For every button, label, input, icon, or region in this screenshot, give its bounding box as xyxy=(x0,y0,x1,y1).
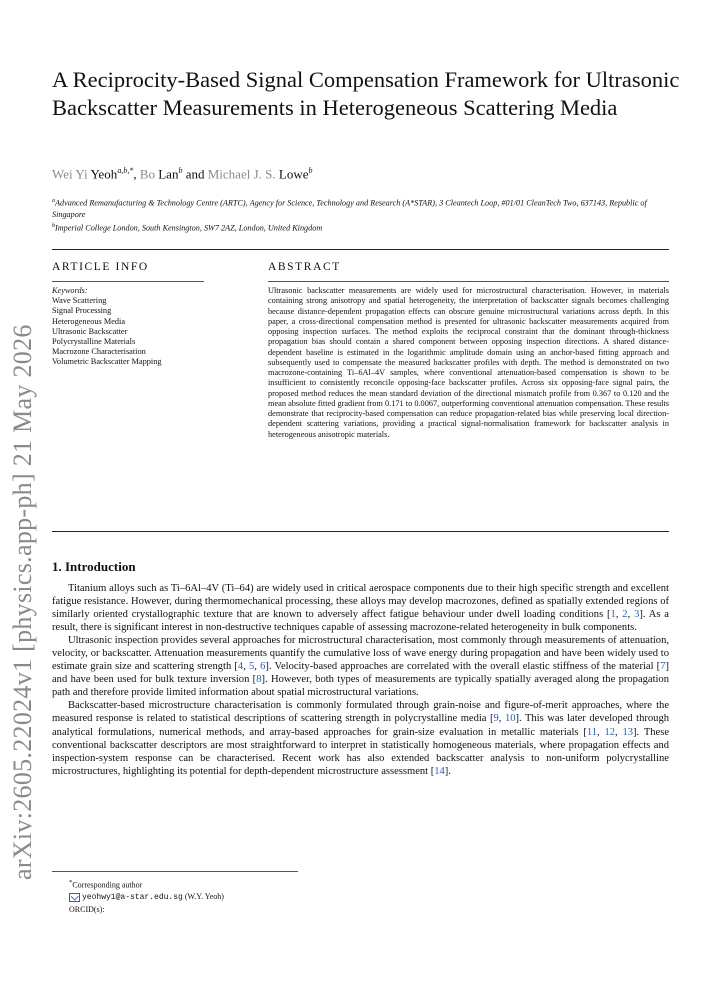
citation-link[interactable]: 8 xyxy=(256,674,262,686)
paragraph-text: Ultrasonic inspection provides several approaches for microstructural characterisation, most commonly through measurements of attenuation, velocity, or backscatter. Attenuation measurements quantify the cumulative loss of wave energy during propagation and have been widely used to estimate grain size and scattering strength [ xyxy=(52,635,669,673)
keyword-item: Heterogeneous Media xyxy=(52,316,126,326)
footnote-divider xyxy=(52,871,298,872)
paragraph-text: , xyxy=(615,726,623,738)
citation-link[interactable]: 3 xyxy=(634,609,640,621)
author-conjunction: and xyxy=(185,166,205,182)
citation-link[interactable]: 9 xyxy=(493,713,499,725)
affiliation-text: Imperial College London, South Kensington, SW7 2AZ, London, United Kingdom xyxy=(55,223,323,233)
citation-link[interactable]: 10 xyxy=(504,713,516,725)
paragraph-text: ]. xyxy=(444,765,451,777)
paragraph-text: , xyxy=(627,609,635,621)
footnote-mark: * xyxy=(69,879,73,886)
paragraph-text: , xyxy=(498,713,505,725)
header-divider xyxy=(52,249,669,250)
paragraph-text: , xyxy=(597,726,605,738)
section-heading: 1. Introduction xyxy=(52,559,136,574)
paragraph-text: Backscatter-based microstructure characterisation is commonly formulated through grain-noise and figure-of-merit approaches, where the measured response is related to statistical descriptions of scattering strength in polycrystalline media [ xyxy=(52,700,669,725)
abstract-underline xyxy=(268,281,669,282)
arxiv-identifier: arXiv:2605.22024v1 [physics.app-ph] 21 May 2026 xyxy=(8,324,37,880)
article-info-heading: ARTICLE INFO xyxy=(52,261,149,273)
email-owner: (W.Y. Yeoh) xyxy=(184,892,224,902)
affiliation-text: Advanced Remanufacturing & Technology Centre (ARTC), Agency for Science, Technology and Research (A*STAR), 3 Cleantech Loop, #01/01 CleanTech Two, 637143, Republic of Singapore xyxy=(52,198,647,220)
paragraph-text: ] and have been used for bulk texture inversion [ xyxy=(52,661,669,686)
citation-link[interactable]: 11 xyxy=(586,726,597,738)
author-family-name: Lan xyxy=(158,166,179,182)
affiliations xyxy=(52,196,662,234)
keywords-block: Keywords: Wave Scattering Signal Processing Heterogeneous Media Ultrasonic Backscatter Polycrystalline Materials Macrozone Characterisation Volumetric Backscatter Mapping xyxy=(52,286,252,368)
author-list xyxy=(52,166,312,182)
citation-link[interactable]: 4 xyxy=(237,661,244,673)
keywords-list xyxy=(52,296,252,367)
citation-link[interactable]: 1 xyxy=(610,609,616,621)
orcid-label: ORCID(s): xyxy=(69,904,105,914)
abstract-text: Ultrasonic backscatter measurements are widely used for microstructural characterisation. However, in materials containing strong anisotropy and spatial heterogeneity, the interpretation of backscatter signals becomes challenging because distance-dependent propagation effects can obscure genuine microstructural variations across depth. In this paper, a cross-directional compensation method is presented for ultrasonic backscatter measurements acquired from opposing inspection surfaces. The method exploits the reciprocal constraint that the dominant through-thickness propagation bias should contain a shared component between opposing inspection directions. A shared distance-dependent baseline is estimated in the logarithmic amplitude domain using an anchor-based fitting approach and subsequently used to compensate the measured backscatter profiles with depth. The method is demonstrated on two macrozone-containing Ti–6Al–4V samples, where conventional attenuation-based compensation is shown to be insufficient to consistently reconcile opposing-face backscatter profiles. Across six opposing-face signal pairs, the proposed method reduces the mean standard deviation of the directional mismatch profile from 0.367 to 0.120 and the mean absolute fitted gradient from 0.171 to 0.0067, outperforming conventional attenuation compensation. These results demonstrate that reciprocity-based compensation can reduce propagation-related bias while preserving local direction-dependent scattering variations, providing a practical signal-normalisation framework for backscatter analysis in heterogeneous anisotropic materials. xyxy=(268,286,669,439)
article-info-underline xyxy=(52,281,204,282)
corresponding-author-note: Corresponding author xyxy=(72,880,143,890)
author-given-name: Wei Yi xyxy=(52,166,88,182)
introduction-body xyxy=(52,582,669,778)
body-paragraph xyxy=(52,634,669,699)
affiliation-mark: a xyxy=(52,198,55,204)
body-paragraph xyxy=(52,582,669,634)
abstract-bottom-divider xyxy=(52,531,669,532)
paragraph-text: , xyxy=(254,661,261,673)
author-family-name: Yeoh xyxy=(90,166,118,182)
author-separator: , xyxy=(133,166,137,182)
keyword-item: Macrozone Characterisation xyxy=(52,347,146,357)
author-given-name: Bo xyxy=(139,166,155,182)
paragraph-text: ]. This was later developed through analytical formulations, numerical methods, and array-based approaches for grain-size evaluation in metallic materials [ xyxy=(52,713,669,738)
email-icon xyxy=(69,893,80,902)
keyword-item: Signal Processing xyxy=(52,306,112,316)
citation-link[interactable]: 12 xyxy=(604,726,616,738)
citation-link[interactable]: 5 xyxy=(249,661,255,673)
paragraph-text: ]. These conventional backscatter descriptors are most straightforward to interpret in statistically homogeneous materials, where propagation effects and inspection-system response can be characterised. Recent work has also extended backscatter analysis to non-uniform polycrystalline microstructures, highlighting its potential for depth-dependent microstructure assessment [ xyxy=(52,726,670,777)
author-affiliation-mark: b xyxy=(178,166,183,175)
author-given-name: Michael J. S. xyxy=(207,166,276,182)
citation-link[interactable]: 14 xyxy=(434,765,445,777)
affiliation-b xyxy=(52,221,662,234)
author-affiliation-mark: a,b,* xyxy=(117,166,134,175)
citation-link[interactable]: 2 xyxy=(622,609,628,621)
paragraph-text: , xyxy=(243,661,250,673)
affiliation-a xyxy=(52,196,662,221)
keywords-label: Keywords xyxy=(52,286,85,295)
keyword-item: Wave Scattering xyxy=(52,296,107,306)
paragraph-text: ]. However, both types of measurements are typically spatially averaged along the propagation path and therefore provide limited information about spatial microstructural variations. xyxy=(52,674,669,699)
paper-title: A Reciprocity-Based Signal Compensation Framework for Ultrasonic Backscatter Measurements in Heterogeneous Scattering Media xyxy=(52,67,680,120)
keyword-item: Ultrasonic Backscatter xyxy=(52,326,128,336)
citation-link[interactable]: 13 xyxy=(622,726,634,738)
author-affiliation-mark: b xyxy=(308,166,313,175)
footnotes xyxy=(69,877,469,915)
paragraph-text: ]. Velocity-based approaches are correlated with the overall elastic stiffness of the material [ xyxy=(265,661,661,673)
paragraph-text: , xyxy=(615,609,623,621)
body-paragraph xyxy=(52,699,669,777)
affiliation-mark: b xyxy=(52,222,55,229)
citation-link[interactable]: 6 xyxy=(260,661,266,673)
abstract-heading: ABSTRACT xyxy=(268,261,341,273)
paragraph-text: ]. As a result, there is significant interest in non-destructive techniques capable of assessing macrozone-related heterogeneity in bulk components. xyxy=(52,609,669,634)
author-family-name: Lowe xyxy=(278,166,309,182)
keyword-item: Volumetric Backscatter Mapping xyxy=(52,357,162,367)
keyword-item: Polycrystalline Materials xyxy=(52,337,136,347)
paragraph-text: Titanium alloys such as Ti–6Al–4V (Ti–64) are widely used in critical aerospace components due to their high specific strength and excellent fatigue resistance. However, during thermomechanical processing, these alloys may develop macrozones, defined as spatially extended regions of similarly oriented crystallographic texture that are known to adversely affect fatigue behaviour under dwell loading conditions [ xyxy=(52,583,669,621)
citation-link[interactable]: 7 xyxy=(660,661,666,673)
author-email-link[interactable]: yeohwy1@a-star.edu.sg xyxy=(82,893,183,903)
